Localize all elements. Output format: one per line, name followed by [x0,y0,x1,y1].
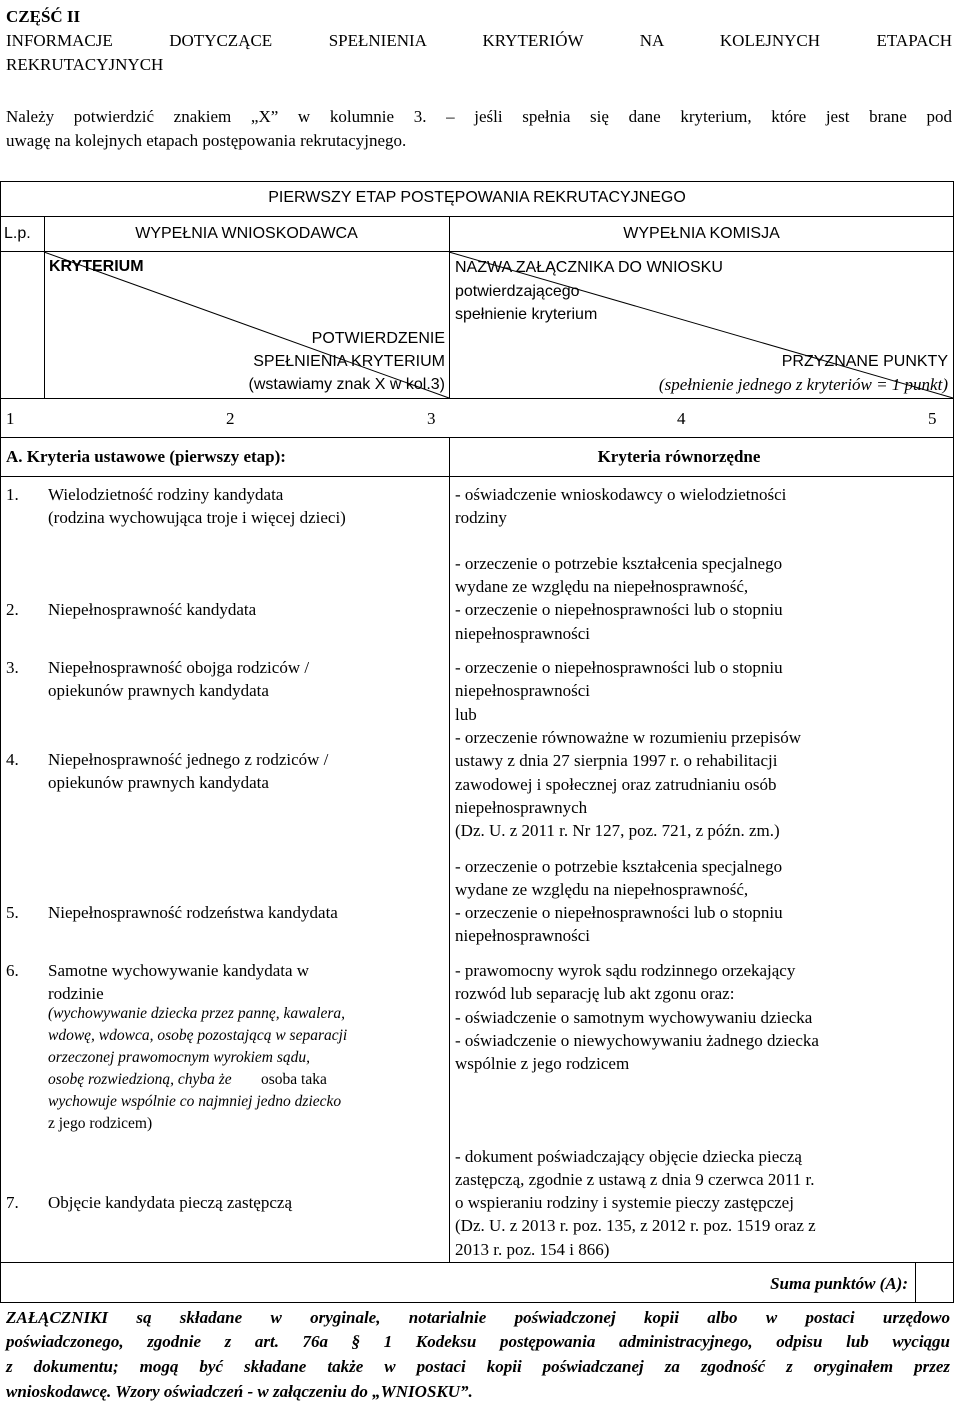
criterion-note: wychowuje wspólnie co najmniej jedno dziecko [48,1093,342,1110]
criterion-text: Niepełnosprawność rodzeństwa kandydata [48,903,338,922]
attachment-text: lub [455,705,477,724]
instruction-text-cont: uwagę na kolejnych etapach postępowania rekrutacyjnego. [6,131,407,150]
attachment-text: - dokument poświadczający objęcie dziecka pieczą [455,1147,802,1166]
attachment-text: wspólnie z jego rodzicem [455,1054,630,1073]
attachment-text: niepełnosprawności [455,926,591,945]
footer-note-line3: z dokumentu; mogą być składane także w postaci kopii poświadczanej za zgodność z oryginałem przez [6,1357,950,1376]
criterion-text: Samotne wychowywanie kandydata w [48,961,310,980]
attachment-text: wydane ze względu na niepełnosprawność, [455,880,749,899]
attachment-text: 2013 r. poz. 154 i 866) [455,1240,610,1259]
points-header-2: (spełnienie jednego z kryteriów = 1 punkt) [658,375,948,394]
row-number: 5. [6,903,19,922]
fills-applicant-header: WYPEŁNIA WNIOSKODAWCA [135,225,358,242]
attachment-text: niepełnosprawności [455,681,591,700]
col-number-4: 4 [677,409,686,428]
section-equal-label: Kryteria równorzędne [597,447,761,466]
attachment-text: - oświadczenie o samotnym wychowywaniu dziecka [455,1008,813,1027]
confirm-header-1: POTWIERDZENIE [311,330,445,347]
stage-title: PIERWSZY ETAP POSTĘPOWANIA REKRUTACYJNEGO [268,189,686,206]
attachment-text: - orzeczenie o potrzebie kształcenia specjalnego [455,857,783,876]
footer-note-line2: poświadczonego, zgodnie z art. 76a § 1 Kodeksu postępowania administracyjnego, odpisu lub wyciągu [6,1332,950,1351]
footer-note-line4: wnioskodawcę. Wzory oświadczeń - w załączeniu do „WNIOSKU”. [6,1382,473,1401]
attachment-header-1: NAZWA ZAŁĄCZNIKA DO WNIOSKU [455,259,723,276]
criterion-text: (rodzina wychowująca troje i więcej dzieci) [48,508,346,527]
attachment-text: - orzeczenie o niepełnosprawności lub o stopniu [455,658,783,677]
criterion-text: Wielodzietność rodziny kandydata [48,485,284,504]
confirm-header-2: SPEŁNIENIA KRYTERIUM [253,353,445,370]
criterion-note: wdowę, wdowca, osobę pozostającą w separacji [48,1027,348,1044]
attachment-header-3: spełnienie kryterium [455,306,598,323]
section-title-cont: REKRUTACYJNYCH [6,55,164,74]
attachment-text: ustawy z dnia 27 sierpnia 1997 r. o rehabilitacji [455,751,778,770]
row-number: 4. [6,750,19,769]
attachment-text: niepełnosprawności [455,624,591,643]
attachment-text: - orzeczenie o potrzebie kształcenia specjalnego [455,554,783,573]
criterion-note: osobę rozwiedzioną, chyba że [48,1071,232,1088]
attachment-text: (Dz. U. z 2011 r. Nr 127, poz. 721, z późn. zm.) [455,821,780,840]
attachment-text: zastępczą, zgodnie z ustawą z dnia 9 czerwca 2011 r. [455,1170,815,1189]
attachment-text: rozwód lub separację lub akt zgonu oraz: [455,984,735,1003]
attachment-text: o wspieraniu rodziny i systemie pieczy zastępczej [455,1193,794,1212]
criterion-header: KRYTERIUM [49,258,144,275]
attachment-text: zawodowej i społecznej oraz zatrudnianiu osób [455,775,777,794]
attachment-text: niepełnosprawnych [455,798,588,817]
part-title: CZĘŚĆ II [6,7,81,26]
col-number-5: 5 [928,409,937,428]
criterion-text: rodzinie [48,984,104,1003]
confirm-header-3: (wstawiamy znak X w kol.3) [248,376,445,393]
sum-label: Suma punktów (A): [770,1274,908,1293]
attachment-text: - orzeczenie o niepełnosprawności lub o stopniu [455,903,783,922]
row-number: 1. [6,485,19,504]
row-number: 3. [6,658,19,677]
attachment-text: - orzeczenie równoważne w rozumieniu przepisów [455,728,801,747]
fills-committee-header: WYPEŁNIA KOMISJA [623,225,780,242]
criterion-text: opiekunów prawnych kandydata [48,773,269,792]
attachment-text: wydane ze względu na niepełnosprawność, [455,577,749,596]
col-number-3: 3 [427,409,436,428]
col-number-2: 2 [226,409,235,428]
lp-header: L.p. [4,225,31,242]
section-a-label: A. Kryteria ustawowe (pierwszy etap): [6,447,286,466]
attachment-text: - oświadczenie o niewychowywaniu żadnego dziecka [455,1031,819,1050]
row-number: 6. [6,961,19,980]
section-title: INFORMACJE DOTYCZĄCE SPEŁNIENIA KRYTERIÓW NA KOLEJNYCH ETAPACH [6,31,952,50]
criterion-note: osoba taka [261,1071,327,1088]
criterion-text: Niepełnosprawność jednego z rodziców / [48,750,329,769]
attachment-text: - orzeczenie o niepełnosprawności lub o stopniu [455,600,783,619]
criterion-text: Objęcie kandydata pieczą zastępczą [48,1193,292,1212]
criterion-text: opiekunów prawnych kandydata [48,681,269,700]
criterion-text: Niepełnosprawność obojga rodziców / [48,658,310,677]
attachment-header-2: potwierdzającego [455,283,580,300]
row-number: 7. [6,1193,19,1212]
criterion-text: Niepełnosprawność kandydata [48,600,257,619]
attachment-text: rodziny [455,508,507,527]
criterion-note: (wychowywanie dziecka przez pannę, kawalera, [48,1005,346,1022]
footer-note-line1: ZAŁĄCZNIKI są składane w oryginale, notarialnie poświadczonej kopii albo w postaci urzędowo [6,1308,950,1327]
points-header-1: PRZYZNANE PUNKTY [781,353,948,370]
attachment-text: (Dz. U. z 2013 r. poz. 135, z 2012 r. poz. 1519 oraz z [455,1216,816,1235]
criterion-note: orzeczonej prawomocnym wyrokiem sądu, [48,1049,311,1066]
criterion-note: z jego rodzicem) [48,1115,153,1132]
instruction-text: Należy potwierdzić znakiem „X” w kolumnie 3. – jeśli spełnia się dane kryterium, które jest brane pod [6,107,952,126]
row-number: 2. [6,600,19,619]
col-number-1: 1 [6,409,15,428]
attachment-text: - prawomocny wyrok sądu rodzinnego orzekający [455,961,796,980]
attachment-text: - oświadczenie wnioskodawcy o wielodzietności [455,485,787,504]
